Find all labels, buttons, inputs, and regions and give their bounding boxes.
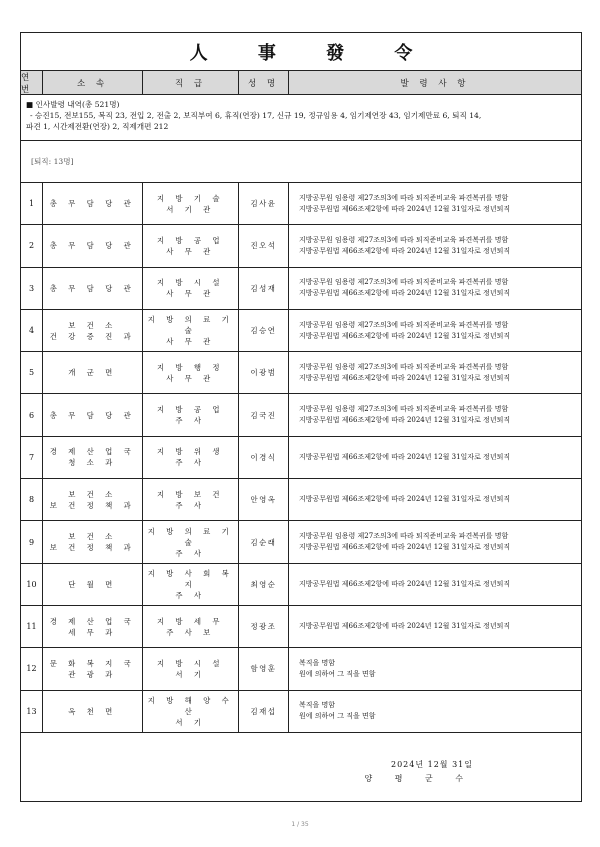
row-number-text: 5 [28, 368, 35, 378]
document-title: 人 事 發 令 [21, 33, 581, 71]
row-desc [289, 479, 581, 520]
position-line: 서 기 관 [166, 204, 215, 214]
desc-line: 지방공무원법 제66조제2항에 따라 2024년 12월 31일자로 정년퇴직 [299, 331, 511, 340]
row-number [21, 437, 43, 478]
row-name [239, 310, 289, 351]
position-line: 지 방 해 양 수 산 [147, 695, 234, 716]
row-desc [289, 437, 581, 478]
row-position [143, 268, 239, 309]
table-row [21, 352, 581, 394]
row-position [143, 564, 239, 605]
desc-line: 지방공무원 임용령 제27조의3에 따라 퇴직준비교육 파견복귀를 명함 [299, 362, 509, 371]
name-text: 최영순 [250, 579, 277, 589]
desc-line: 원에 의하여 그 직을 면함 [299, 712, 376, 721]
row-org [43, 691, 143, 732]
issue-date: 2024년 12월 31일 [391, 760, 473, 769]
row-desc [289, 564, 581, 605]
row-number [21, 310, 43, 351]
row-name [239, 691, 289, 732]
position-line: 사 무 관 [166, 337, 215, 347]
row-number [21, 352, 43, 393]
row-number-text: 11 [26, 622, 37, 632]
org-line: 보 건 정 책 과 [49, 543, 136, 553]
table-row [21, 648, 581, 690]
row-position [143, 394, 239, 435]
name-text: 이경식 [250, 452, 277, 462]
position-line: 주 사 [175, 548, 206, 558]
row-name [239, 648, 289, 689]
row-desc [289, 648, 581, 689]
org-line: 관 광 과 [68, 669, 117, 679]
position-line: 지 방 위 생 [156, 447, 225, 457]
desc-line: 지방공무원 임용령 제27조의3에 따라 퇴직준비교육 파견복귀를 명함 [299, 235, 509, 244]
desc-line: 원에 의하여 그 직을 면함 [299, 669, 376, 678]
row-name [239, 394, 289, 435]
org-line: 단 월 면 [68, 579, 117, 589]
row-number-text: 1 [28, 199, 35, 209]
row-number-text: 3 [28, 283, 35, 293]
table-row [21, 437, 581, 479]
org-line: 보 건 소 [68, 489, 117, 499]
name-text: 김성재 [250, 283, 277, 293]
position-line: 지 방 사 회 복 지 [147, 568, 234, 589]
row-desc [289, 691, 581, 732]
desc-line: 지방공무원법 제66조제2항에 따라 2024년 12월 31일자로 정년퇴직 [299, 543, 511, 552]
row-desc [289, 352, 581, 393]
org-line: 총 무 담 당 관 [49, 283, 136, 293]
row-desc [289, 183, 581, 224]
desc-line: 지방공무원법 제66조제2항에 따라 2024년 12월 31일자로 정년퇴직 [299, 204, 511, 213]
position-line: 지 방 공 업 [156, 235, 225, 245]
row-number-text: 9 [28, 537, 35, 547]
name-text: 함영훈 [250, 664, 277, 674]
desc-line: 지방공무원법 제66조제2항에 따라 2024년 12월 31일자로 정년퇴직 [299, 495, 511, 504]
org-line: 경 제 산 업 국 [49, 616, 136, 626]
org-line: 보 건 정 책 과 [49, 500, 136, 510]
org-line: 총 무 담 당 관 [49, 241, 136, 251]
position-line: 지 방 시 설 [156, 658, 225, 668]
row-name [239, 564, 289, 605]
table-row [21, 183, 581, 225]
header-org: 소 속 [43, 71, 143, 94]
table-body [21, 183, 581, 733]
row-name [239, 268, 289, 309]
row-org [43, 437, 143, 478]
row-desc [289, 225, 581, 266]
table-row [21, 225, 581, 267]
row-org [43, 564, 143, 605]
row-name [239, 352, 289, 393]
desc-line: 지방공무원법 제66조제2항에 따라 2024년 12월 31일자로 정년퇴직 [299, 289, 511, 298]
position-line: 사 무 관 [166, 289, 215, 299]
row-org [43, 352, 143, 393]
position-line: 지 방 의 료 기 술 [147, 526, 234, 547]
table-row [21, 479, 581, 521]
position-line: 주 사 [175, 500, 206, 510]
desc-line: 복직을 명함 [299, 701, 336, 710]
row-name [239, 437, 289, 478]
issuer: 양 평 군 수 [364, 774, 473, 783]
row-name [239, 183, 289, 224]
row-desc [289, 310, 581, 351]
row-org [43, 268, 143, 309]
row-name [239, 521, 289, 562]
row-number-text: 12 [26, 664, 37, 674]
summary-detail-line2: 파견 1, 시간제전환(연장) 2, 직제개편 212 [26, 122, 169, 131]
table-row [21, 564, 581, 606]
position-line: 주 사 [175, 458, 206, 468]
document-footer [21, 749, 581, 801]
org-line: 옥 천 면 [68, 706, 117, 716]
row-number-text: 13 [26, 706, 37, 716]
position-line: 지 방 시 설 [156, 278, 225, 288]
row-number-text: 2 [28, 241, 35, 251]
row-position [143, 225, 239, 266]
personnel-order-document [20, 32, 582, 802]
desc-line: 지방공무원법 제66조제2항에 따라 2024년 12월 31일자로 정년퇴직 [299, 246, 511, 255]
row-org [43, 183, 143, 224]
header-name: 성 명 [239, 71, 289, 94]
table-row [21, 691, 581, 733]
desc-line: 지방공무원법 제66조제2항에 따라 2024년 12월 31일자로 정년퇴직 [299, 373, 511, 382]
position-line: 지 방 의 료 기 술 [147, 315, 234, 336]
row-number-text: 7 [28, 452, 35, 462]
row-desc [289, 521, 581, 562]
row-number-text: 4 [28, 326, 35, 336]
desc-line: 지방공무원 임용령 제27조의3에 따라 퇴직준비교육 파견복귀를 명함 [299, 193, 509, 202]
row-number [21, 394, 43, 435]
org-line: 총 무 담 당 관 [49, 199, 136, 209]
org-line: 총 무 담 당 관 [49, 410, 136, 420]
row-name [239, 479, 289, 520]
table-header [21, 71, 581, 95]
name-text: 김재섭 [250, 706, 277, 716]
row-desc [289, 606, 581, 647]
table-row [21, 521, 581, 563]
summary-block [21, 95, 581, 141]
position-line: 주 사 [175, 416, 206, 426]
row-number [21, 691, 43, 732]
row-position [143, 691, 239, 732]
row-desc [289, 268, 581, 309]
position-line: 서 기 [175, 717, 206, 727]
section-label: [퇴직: 13명] [21, 141, 581, 183]
position-line: 사 무 관 [166, 246, 215, 256]
org-line: 청 소 과 [68, 458, 117, 468]
summary-detail-line1: - 승진15, 전보155, 복직 23, 전입 2, 전출 2, 보직부여 6, 휴직(연장) 17, 신규 19, 정규임용 4, 임기제연장 43, 임기제만료 6, 퇴직 14, [30, 111, 482, 120]
header-position: 직 급 [143, 71, 239, 94]
org-line: 건 강 증 진 과 [49, 331, 136, 341]
row-position [143, 437, 239, 478]
row-number [21, 648, 43, 689]
table-row [21, 310, 581, 352]
row-name [239, 606, 289, 647]
org-line: 보 건 소 [68, 532, 117, 542]
position-line: 사 무 관 [166, 373, 215, 383]
row-org [43, 225, 143, 266]
header-desc: 발 령 사 항 [400, 78, 470, 89]
row-org [43, 394, 143, 435]
row-position [143, 648, 239, 689]
row-org [43, 310, 143, 351]
row-org [43, 521, 143, 562]
row-position [143, 183, 239, 224]
table-row [21, 606, 581, 648]
desc-line: 지방공무원 임용령 제27조의3에 따라 퇴직준비교육 파견복귀를 명함 [299, 320, 509, 329]
row-number [21, 606, 43, 647]
row-number [21, 479, 43, 520]
table-row [21, 268, 581, 310]
row-position [143, 521, 239, 562]
org-line: 개 군 면 [68, 368, 117, 378]
desc-line: 지방공무원법 제66조제2항에 따라 2024년 12월 31일자로 정년퇴직 [299, 452, 511, 461]
header-no: 연번 [21, 71, 43, 94]
desc-line: 지방공무원법 제66조제2항에 따라 2024년 12월 31일자로 정년퇴직 [299, 579, 511, 588]
name-text: 김순래 [250, 537, 277, 547]
row-org [43, 648, 143, 689]
position-line: 지 방 세 무 [156, 616, 225, 626]
org-line: 경 제 산 업 국 [49, 447, 136, 457]
row-position [143, 606, 239, 647]
row-org [43, 479, 143, 520]
name-text: 진오석 [250, 241, 277, 251]
row-number-text: 10 [26, 579, 37, 589]
row-number-text: 6 [28, 410, 35, 420]
name-text: 안영옥 [250, 495, 277, 505]
desc-line: 지방공무원 임용령 제27조의3에 따라 퇴직준비교육 파견복귀를 명함 [299, 405, 509, 414]
page-number: 1 / 35 [291, 821, 309, 828]
table-row [21, 394, 581, 436]
row-position [143, 310, 239, 351]
position-line: 지 방 기 술 [156, 193, 225, 203]
position-line: 지 방 행 정 [156, 362, 225, 372]
row-name [239, 225, 289, 266]
position-line: 지 방 보 건 [156, 489, 225, 499]
name-text: 정광조 [250, 622, 277, 632]
row-number-text: 8 [28, 495, 35, 505]
row-number [21, 521, 43, 562]
name-text: 이광범 [250, 368, 277, 378]
row-number [21, 564, 43, 605]
row-number [21, 268, 43, 309]
row-number [21, 225, 43, 266]
desc-line: 지방공무원 임용령 제27조의3에 따라 퇴직준비교육 파견복귀를 명함 [299, 278, 509, 287]
name-text: 김사윤 [250, 199, 277, 209]
position-line: 주 사 [175, 590, 206, 600]
row-position [143, 352, 239, 393]
row-desc [289, 394, 581, 435]
name-text: 김승연 [250, 326, 277, 336]
desc-line: 지방공무원법 제66조제2항에 따라 2024년 12월 31일자로 정년퇴직 [299, 416, 511, 425]
position-line: 지 방 공 업 [156, 405, 225, 415]
desc-line: 지방공무원 임용령 제27조의3에 따라 퇴직준비교육 파견복귀를 명함 [299, 532, 509, 541]
name-text: 김국진 [250, 410, 277, 420]
row-position [143, 479, 239, 520]
row-number [21, 183, 43, 224]
org-line: 문 화 복 지 국 [49, 658, 136, 668]
org-line: 보 건 소 [68, 320, 117, 330]
position-line: 주 사 보 [166, 627, 215, 637]
position-line: 서 기 [175, 669, 206, 679]
org-line: 세 무 과 [68, 627, 117, 637]
row-org [43, 606, 143, 647]
desc-line: 복직을 명함 [299, 658, 336, 667]
summary-head: ■ 인사발령 내역(총 521명) [26, 100, 120, 109]
desc-line: 지방공무원법 제66조제2항에 따라 2024년 12월 31일자로 정년퇴직 [299, 622, 511, 631]
